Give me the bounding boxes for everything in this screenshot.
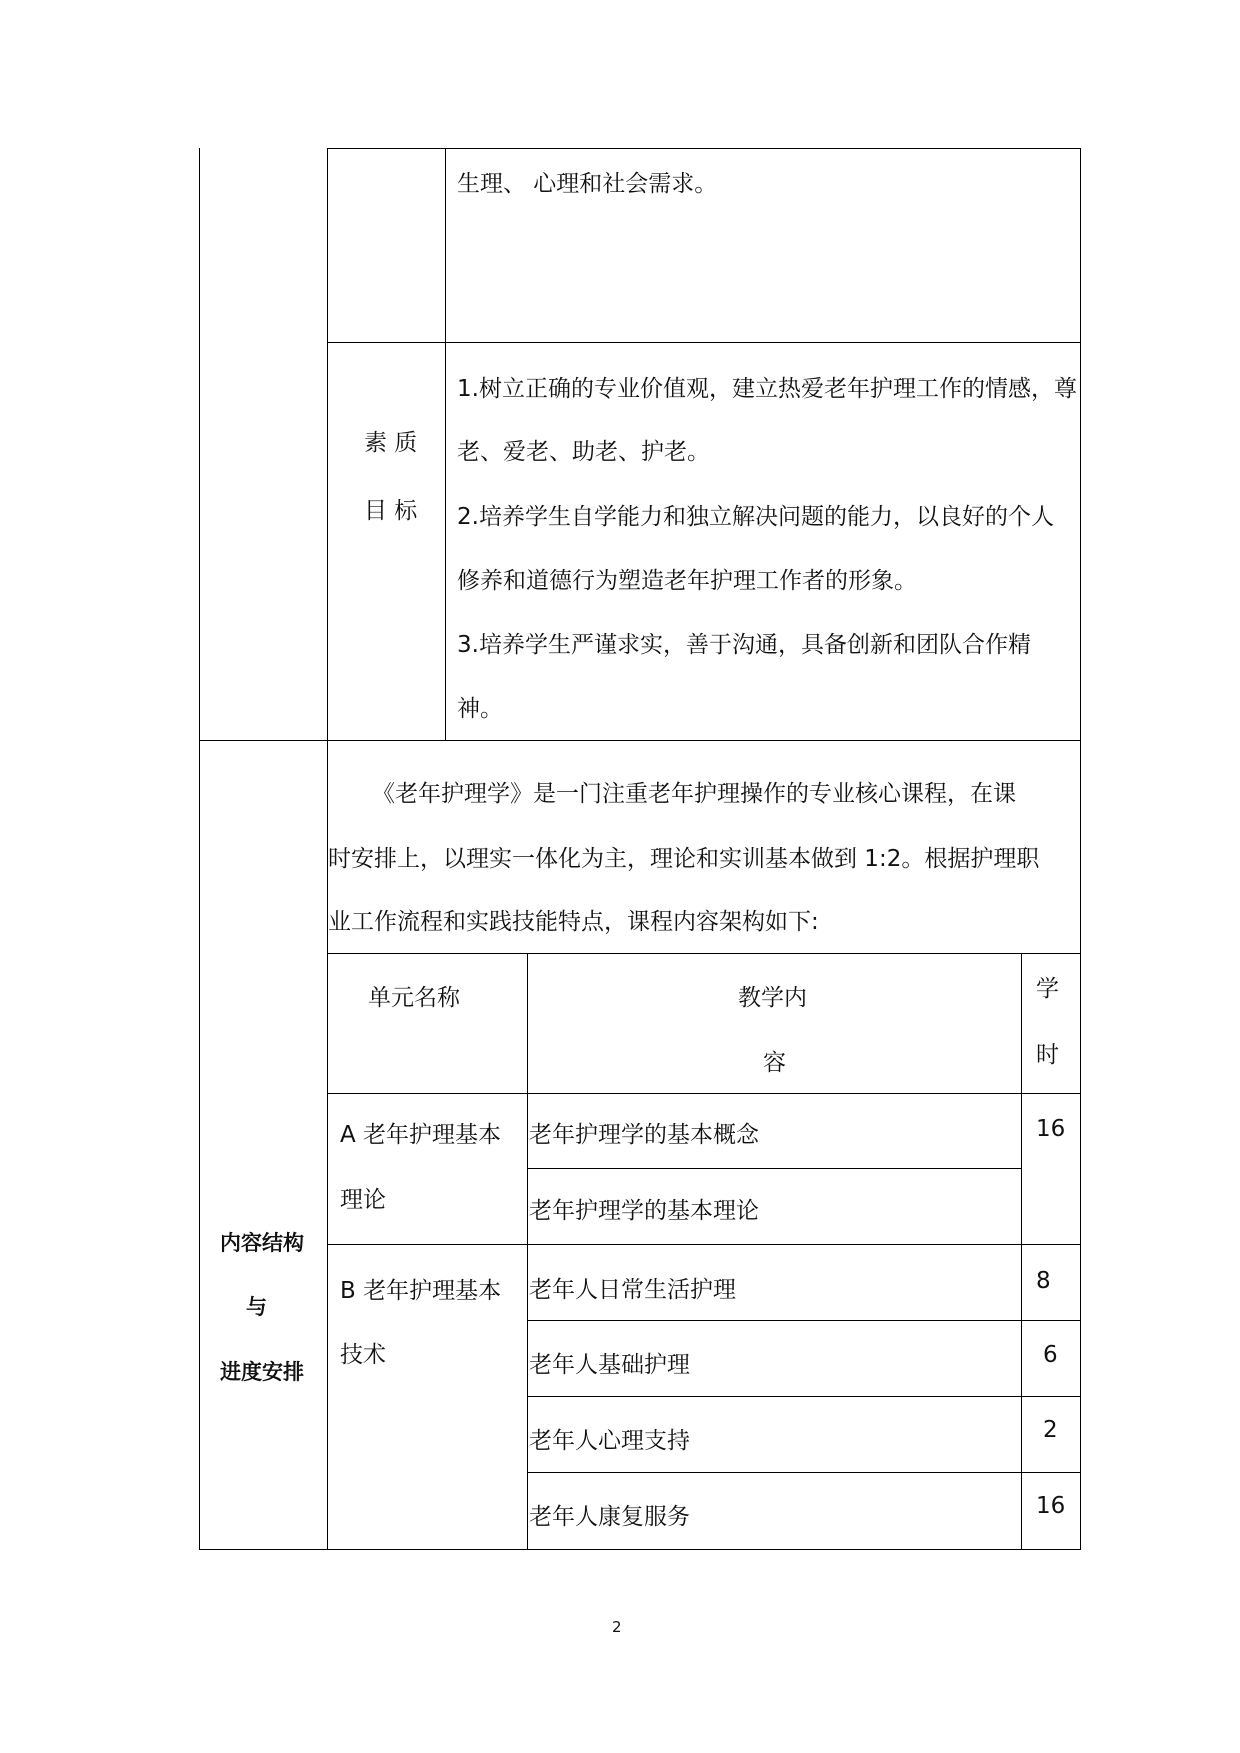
unit-a-name-2: 理论 [340,1187,386,1213]
unit-a-name-1: A 老年护理基本 [340,1122,502,1148]
border-a-split [527,1168,1022,1169]
border-b-split-1 [527,1320,1081,1321]
unit-b-hours: 6 [1043,1342,1058,1368]
border-row-quality [327,342,1081,343]
quality-goal-label-1: 素 质 [364,430,418,456]
header-hours-2: 时 [1036,1042,1059,1068]
section-label-3: 进度安排 [220,1360,304,1384]
header-content-1: 教学内 [738,985,807,1011]
quality-line: 1.树立正确的专业价值观，建立热爱老年护理工作的情感，尊 [457,376,1077,402]
quality-line: 修养和道德行为塑造老年护理工作者的形象。 [457,568,917,594]
header-unit: 单元名称 [368,985,460,1011]
border-col3-upper [445,148,446,740]
border-inner-header-bottom [327,1093,1081,1094]
border-unit-split [327,1244,1081,1245]
border-top-inner [327,148,1081,149]
border-b-split-3 [527,1472,1081,1473]
header-content-2: 容 [763,1050,786,1076]
page-number: 2 [612,1618,622,1636]
unit-a-content: 老年护理学的基本理论 [529,1198,759,1224]
unit-b-hours: 8 [1036,1268,1051,1294]
intro-line: 业工作流程和实践技能特点，课程内容架构如下: [328,909,819,935]
quality-line: 神。 [457,696,503,722]
header-hours-1: 学 [1036,976,1059,1002]
quality-line: 3.培养学生严谨求实，善于沟通，具备创新和团队合作精 [457,632,1031,658]
border-left [199,148,200,1550]
section-label-1: 内容结构 [220,1231,304,1255]
intro-line: 时安排上，以理实一体化为主，理论和实训基本做到 1:2。根据护理职 [328,846,1040,872]
border-b-split-2 [527,1396,1081,1397]
border-inner-header-top [327,953,1081,954]
unit-b-name-1: B 老年护理基本 [340,1278,502,1304]
unit-b-content: 老年人康复服务 [529,1504,690,1530]
unit-b-hours: 16 [1036,1493,1066,1519]
unit-a-content: 老年护理学的基本概念 [529,1122,759,1148]
unit-b-name-2: 技术 [340,1342,386,1368]
unit-b-content: 老年人日常生活护理 [529,1277,736,1303]
border-bottom [199,1549,1081,1550]
quality-goal-label-2: 目 标 [364,498,418,524]
continued-text: 生理、 心理和社会需求。 [457,171,718,197]
border-right [1080,148,1081,1550]
unit-a-hours: 16 [1036,1116,1066,1142]
unit-b-hours: 2 [1043,1417,1058,1443]
quality-line: 老、爱老、助老、护老。 [457,439,710,465]
section-label-2: 与 [246,1295,267,1319]
unit-b-content: 老年人心理支持 [529,1428,690,1454]
intro-line: 《老年护理学》是一门注重老年护理操作的专业核心课程，在课 [372,781,1016,807]
border-section-top [199,740,1081,741]
quality-line: 2.培养学生自学能力和独立解决问题的能力，以良好的个人 [457,504,1054,530]
unit-b-content: 老年人基础护理 [529,1352,690,1378]
border-inner-col-content [527,953,528,1550]
border-inner-col-hours [1021,953,1022,1550]
